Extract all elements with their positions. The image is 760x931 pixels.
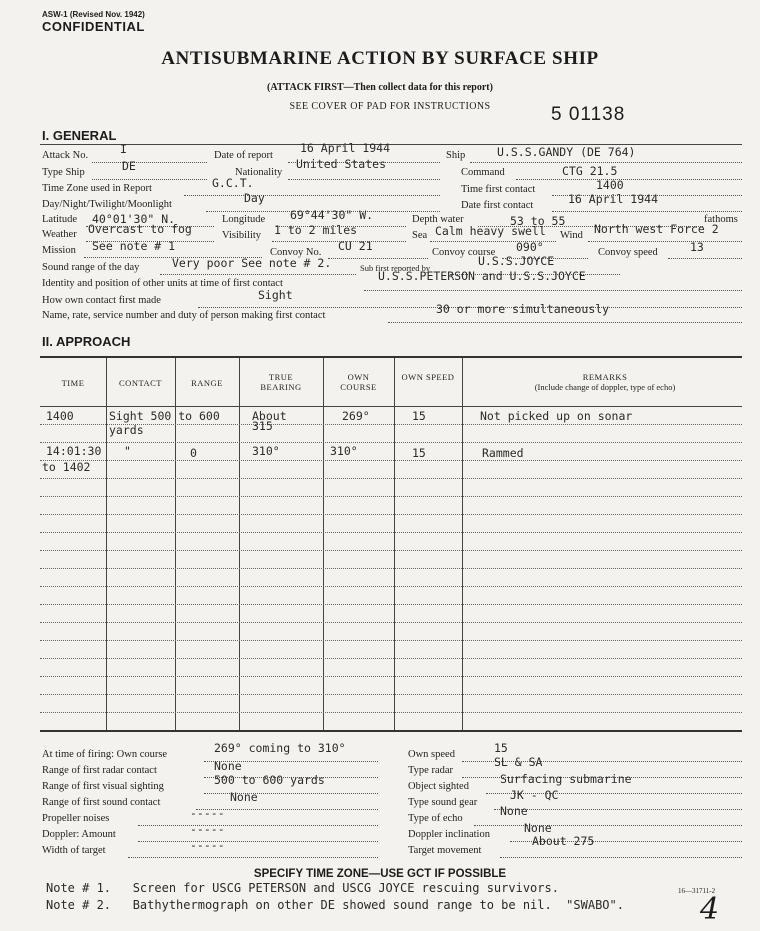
row2-speed: 15 xyxy=(412,446,426,460)
instructions: SEE COVER OF PAD FOR INSTRUCTIONS xyxy=(289,101,491,112)
mission-value: See note # 1 xyxy=(92,239,176,253)
date-of-report-value: 16 April 1944 xyxy=(300,141,391,155)
sound-range-first-label: Range of first sound contact xyxy=(42,797,161,808)
row2-remarks: Rammed xyxy=(482,446,524,460)
own-course-label: At time of firing: Own course xyxy=(42,749,168,760)
wind-value: North west Force 2 xyxy=(594,222,719,236)
sea-label: Sea xyxy=(412,230,428,241)
attack-no-label: Attack No. xyxy=(42,150,89,161)
page-title: ANTISUBMARINE ACTION BY SURFACE SHIP xyxy=(161,48,599,69)
doppler-label: Doppler: Amount xyxy=(42,829,116,840)
person-value: 30 or more simultaneously xyxy=(436,302,610,316)
row1-speed: 15 xyxy=(412,409,426,423)
object-label: Object sighted xyxy=(408,781,469,792)
row1-remarks: Not picked up on sonar xyxy=(480,409,633,423)
propeller-value: ----- xyxy=(190,806,225,820)
visual-range-label: Range of first visual sighting xyxy=(42,781,164,792)
convoy-course-label: Convoy course xyxy=(432,247,496,258)
convoy-speed-label: Convoy speed xyxy=(598,247,658,258)
specify-time-zone: SPECIFY TIME ZONE—USE GCT IF POSSIBLE xyxy=(253,868,507,880)
page-handwritten-mark: 4 xyxy=(700,892,720,927)
person-label: Name, rate, service number and duty of person making first contact xyxy=(42,310,326,321)
general-heading: I. GENERAL xyxy=(42,128,117,143)
longitude-label: Longitude xyxy=(222,214,266,225)
row2-time-cont: to 1402 xyxy=(42,460,91,474)
echo-label: Type of echo xyxy=(408,813,463,824)
target-movement-value: About 275 xyxy=(532,834,595,848)
doppler-incl-label: Doppler inclination xyxy=(408,829,490,840)
convoy-no-label: Convoy No. xyxy=(270,247,322,258)
nationality-label: Nationality xyxy=(235,167,283,178)
command-value: CTG 21.5 xyxy=(562,164,618,178)
weather-value: Overcast to fog xyxy=(88,222,192,236)
col-header-contact: CONTACT xyxy=(119,378,162,388)
print-code: 16—31711-2 xyxy=(678,887,716,895)
width-label: Width of target xyxy=(42,845,106,856)
col-header-range: RANGE xyxy=(191,378,223,388)
page-subtitle: (ATTACK FIRST—Then collect data for this report) xyxy=(267,82,493,93)
sound-range-label: Sound range of the day xyxy=(42,262,140,273)
wind-label: Wind xyxy=(560,230,583,241)
row2-contact: " xyxy=(124,444,131,458)
sea-value: Calm heavy swell xyxy=(435,224,546,238)
attack-no-value: I xyxy=(120,142,127,156)
note-1: Note # 1. Screen for USCG PETERSON and USCG JOYCE rescuing survivors. xyxy=(46,881,559,895)
how-contact-label: How own contact first made xyxy=(42,295,161,306)
fathoms-label: fathoms xyxy=(704,214,738,225)
object-value: Surfacing submarine xyxy=(500,772,632,786)
convoy-course-value: 090° xyxy=(516,240,544,254)
row2-course: 310° xyxy=(330,444,358,458)
convoy-speed-value: 13 xyxy=(690,240,704,254)
serial-number: 5 01138 xyxy=(551,104,626,125)
type-radar-label: Type radar xyxy=(408,765,454,776)
note-2: Note # 2. Bathythermograph on other DE showed sound range to be nil. "SWABO". xyxy=(46,898,624,912)
type-radar-value: SL & SA xyxy=(494,755,543,769)
identity-label: Identity and position of other units at time of first contact xyxy=(42,278,283,289)
row2-time: 14:01:30 xyxy=(46,444,102,458)
col-header-remarks: REMARKS xyxy=(582,372,628,382)
day-night-label: Day/Night/Twilight/Moonlight xyxy=(42,199,172,210)
date-of-report-label: Date of report xyxy=(214,150,273,161)
col-header-time: TIME xyxy=(61,378,85,388)
col-header-speed: OWN SPEED xyxy=(401,372,455,382)
identity-value: U.S.S.PETERSON and U.S.S.JOYCE xyxy=(378,269,586,283)
visibility-label: Visibility xyxy=(222,230,262,241)
depth-water-label: Depth water xyxy=(412,214,464,225)
date-first-contact-label: Date first contact xyxy=(461,200,534,211)
visibility-value: 1 to 2 miles xyxy=(274,223,358,237)
row1-time: 1400 xyxy=(46,409,74,423)
weather-label: Weather xyxy=(42,229,77,240)
sound-range-value: Very poor See note # 2. xyxy=(172,256,332,270)
doppler-incl-value: None xyxy=(524,821,552,835)
time-first-contact-value: 1400 xyxy=(596,178,624,192)
type-ship-label: Type Ship xyxy=(42,167,85,178)
convoy-no-value: CU 21 xyxy=(338,239,373,253)
col-header-course: OWN COURSE xyxy=(340,372,377,392)
target-movement-label: Target movement xyxy=(408,845,482,856)
date-first-contact-value: 16 April 1944 xyxy=(568,192,659,206)
radar-range-label: Range of first radar contact xyxy=(42,765,157,776)
time-first-contact-label: Time first contact xyxy=(461,184,536,195)
propeller-label: Propeller noises xyxy=(42,813,110,824)
own-speed-label: Own speed xyxy=(408,749,455,760)
day-night-value: Day xyxy=(244,191,265,205)
sub-first-reported-value: U.S.S.JOYCE xyxy=(478,254,555,268)
sub-first-reported-label: Sub first reported by xyxy=(360,263,431,273)
classification: CONFIDENTIAL xyxy=(42,19,145,34)
latitude-value: 40°01'30" N. xyxy=(92,212,176,226)
latitude-label: Latitude xyxy=(42,214,77,225)
col-header-bearing: TRUE BEARING xyxy=(260,372,302,392)
sound-gear-value: JK - QC xyxy=(510,788,559,802)
own-course-value: 269° coming to 310° xyxy=(214,741,346,755)
ship-value: U.S.S.GANDY (DE 764) xyxy=(497,145,636,159)
visual-range-value: 500 to 600 yards xyxy=(214,773,325,787)
mission-label: Mission xyxy=(42,245,76,256)
remarks-subheader: (Include change of doppler, type of echo) xyxy=(534,382,676,392)
longitude-value: 69°44'30" W. xyxy=(290,208,374,222)
sound-gear-label: Type sound gear xyxy=(408,797,478,808)
approach-table xyxy=(40,356,742,732)
time-zone-value: G.C.T. xyxy=(212,176,254,190)
row1-contact: Sight 500 to 600 xyxy=(109,409,220,423)
general-rule xyxy=(40,144,742,145)
nationality-value: United States xyxy=(296,157,387,171)
row1-bearing-cont: 315 xyxy=(252,419,273,433)
doppler-value: ----- xyxy=(190,822,225,836)
row1-contact-cont: yards xyxy=(109,423,144,437)
approach-heading: II. APPROACH xyxy=(42,334,131,349)
sound-range-first-value: None xyxy=(230,790,258,804)
row1-bearing: About xyxy=(252,409,287,423)
type-ship-value: DE xyxy=(122,159,136,173)
radar-range-value: None xyxy=(214,759,242,773)
width-value: ----- xyxy=(190,838,225,852)
form-id: ASW-1 (Revised Nov. 1942) xyxy=(42,10,145,19)
command-label: Command xyxy=(461,167,505,178)
own-speed-value: 15 xyxy=(494,741,508,755)
time-zone-label: Time Zone used in Report xyxy=(42,183,152,194)
depth-water-value: 53 to 55 xyxy=(510,214,566,228)
ship-label: Ship xyxy=(446,150,466,161)
row1-course: 269° xyxy=(342,409,370,423)
how-contact-value: Sight xyxy=(258,288,293,302)
row2-bearing: 310° xyxy=(252,444,280,458)
row2-range: 0 xyxy=(190,446,197,460)
echo-value: None xyxy=(500,804,528,818)
